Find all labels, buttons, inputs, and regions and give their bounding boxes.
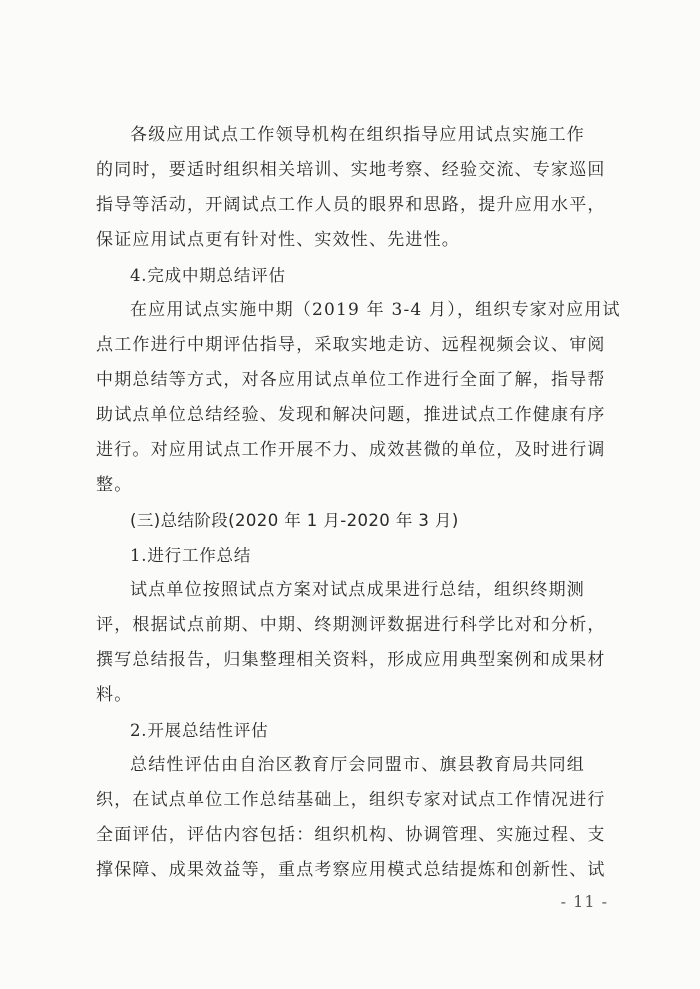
paragraph-line: 撰写总结报告，归集整理相关资料，形成应用典型案例和成果材 (96, 650, 606, 670)
paragraph-line: 在应用试点实施中期（2019 年 3-4 月），组织专家对应用试 (130, 300, 621, 320)
paragraph-line: 指导等活动，开阔试点工作人员的眼界和思路，提升应用水平， (96, 195, 606, 215)
paragraph-line: 全面评估，评估内容包括：组织机构、协调管理、实施过程、支 (96, 825, 606, 845)
section-heading: 1.进行工作总结 (130, 546, 252, 565)
paragraph-line: 评，根据试点前期、中期、终期测评数据进行科学比对和分析， (96, 615, 606, 635)
section-heading: 2.开展总结性评估 (130, 721, 269, 740)
paragraph-line: 织，在试点单位工作总结基础上，组织专家对试点工作情况进行 (96, 790, 606, 810)
paragraph-line: 进行。对应用试点工作开展不力、成效甚微的单位，及时进行调 (96, 440, 606, 460)
paragraph-line: 总结性评估由自治区教育厅会同盟市、旗县教育局共同组 (130, 755, 585, 775)
page-number: - 11 - (560, 892, 608, 911)
paragraph-line: 中期总结等方式，对各应用试点单位工作进行全面了解，指导帮 (96, 370, 606, 390)
paragraph-line: 整。 (96, 475, 133, 495)
paragraph-line: 各级应用试点工作领导机构在组织指导应用试点实施工作 (130, 125, 585, 145)
paragraph-line: 的同时，要适时组织相关培训、实地考察、经验交流、专家巡回 (96, 160, 606, 180)
paragraph-line: 撑保障、成果效益等，重点考察应用模式总结提炼和创新性、试 (96, 860, 606, 880)
paragraph-line: 保证应用试点更有针对性、实效性、先进性。 (96, 230, 460, 250)
paragraph-line: 料。 (96, 685, 133, 705)
paragraph-line: 助试点单位总结经验、发现和解决问题，推进试点工作健康有序 (96, 405, 606, 425)
paragraph-line: 点工作进行中期评估指导，采取实地走访、远程视频会议、审阅 (96, 335, 606, 355)
paragraph-line: 试点单位按照试点方案对试点成果进行总结，组织终期测 (130, 580, 585, 600)
section-heading: 4.完成中期总结评估 (130, 266, 286, 285)
document-body (96, 118, 624, 888)
section-heading-major: (三)总结阶段(2020 年 1 月-2020 年 3 月) (130, 511, 459, 530)
